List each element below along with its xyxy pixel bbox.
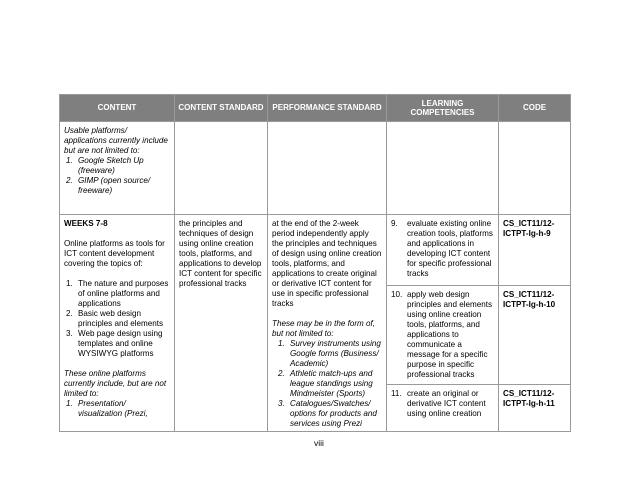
list-item: 1. Survey instruments using Google forms (Business/ Academic) [278, 339, 381, 368]
competency-11: 11. create an original or derivative ICT content using online creation [391, 389, 486, 418]
performance-standard-cell [268, 215, 387, 432]
platforms-intro: Usable platforms/ applications currently include but are not limited to: [64, 126, 168, 155]
performance-standard-text: at the end of the 2-week period independently apply the principles and techniques of design using online creation tools, platforms, and applications to create original or derivative ICT content for use in specific professional tracks [272, 219, 382, 308]
page-number: viii [314, 438, 324, 448]
table-row [60, 122, 571, 215]
competencies-cell [387, 122, 499, 215]
week-label: WEEKS 7-8 [64, 219, 108, 228]
list-item: 1. Presentation/ visualization (Prezi, [66, 399, 148, 418]
content-standard-text: the principles and techniques of design using online creation tools, platforms, and applications to develop ICT content for specific professional tracks [179, 219, 262, 288]
content-cell [60, 122, 175, 215]
content-cell [60, 215, 175, 432]
performance-standard-cell [268, 122, 387, 215]
curriculum-table [59, 94, 571, 432]
header-learning-competencies: LEARNING COMPETENCIES [387, 95, 499, 122]
list-item: 2. Athletic match-ups and league standings using Mindmeister (Sports) [278, 369, 373, 398]
content-intro: Online platforms as tools for ICT content development covering the topics of: [64, 239, 165, 268]
content-standard-cell [175, 122, 268, 215]
content-standard-cell [175, 215, 268, 432]
table-row [60, 215, 571, 432]
header-content: CONTENT [60, 95, 175, 122]
code-11: CS_ICT11/12-ICTPT-Ig-h-11 [503, 389, 555, 408]
list-item: 3. Catalogues/Swatches/ options for products and services using Prezi [278, 399, 377, 428]
table-header-row [60, 95, 571, 122]
competency-10: 10. apply web design principles and elements using online creation tools, platforms, and applications to communicate a message for a specific purpose in specific professional tracks [387, 286, 498, 385]
code-cell [499, 215, 571, 432]
list-item: 1. The nature and purposes of online platforms and applications [66, 279, 169, 308]
code-10: CS_ICT11/12-ICTPT-Ig-h-10 [499, 286, 570, 385]
list-item: 3. Web page design using templates and online WYSIWYG platforms [66, 329, 163, 358]
list-item: 1. Google Sketch Up (freeware) [66, 156, 144, 175]
performance-note: These may be in the form of, but not limited to: [272, 319, 376, 338]
header-performance-standard: PERFORMANCE STANDARD [268, 95, 387, 122]
list-item: 2. GIMP (open source/ freeware) [66, 176, 151, 195]
platforms-note: These online platforms currently include, but are not limited to: [64, 369, 167, 398]
code-cell [499, 122, 571, 215]
list-item: 2. Basic web design principles and elements [66, 309, 164, 328]
header-content-standard: CONTENT STANDARD [175, 95, 268, 122]
code-9: CS_ICT11/12-ICTPT-Ig-h-9 [499, 215, 570, 286]
competency-9: 9. evaluate existing online creation tools, platforms and applications in developing ICT content for specific professional tracks [387, 215, 498, 286]
competencies-cell [387, 215, 499, 432]
header-code: CODE [499, 95, 571, 122]
